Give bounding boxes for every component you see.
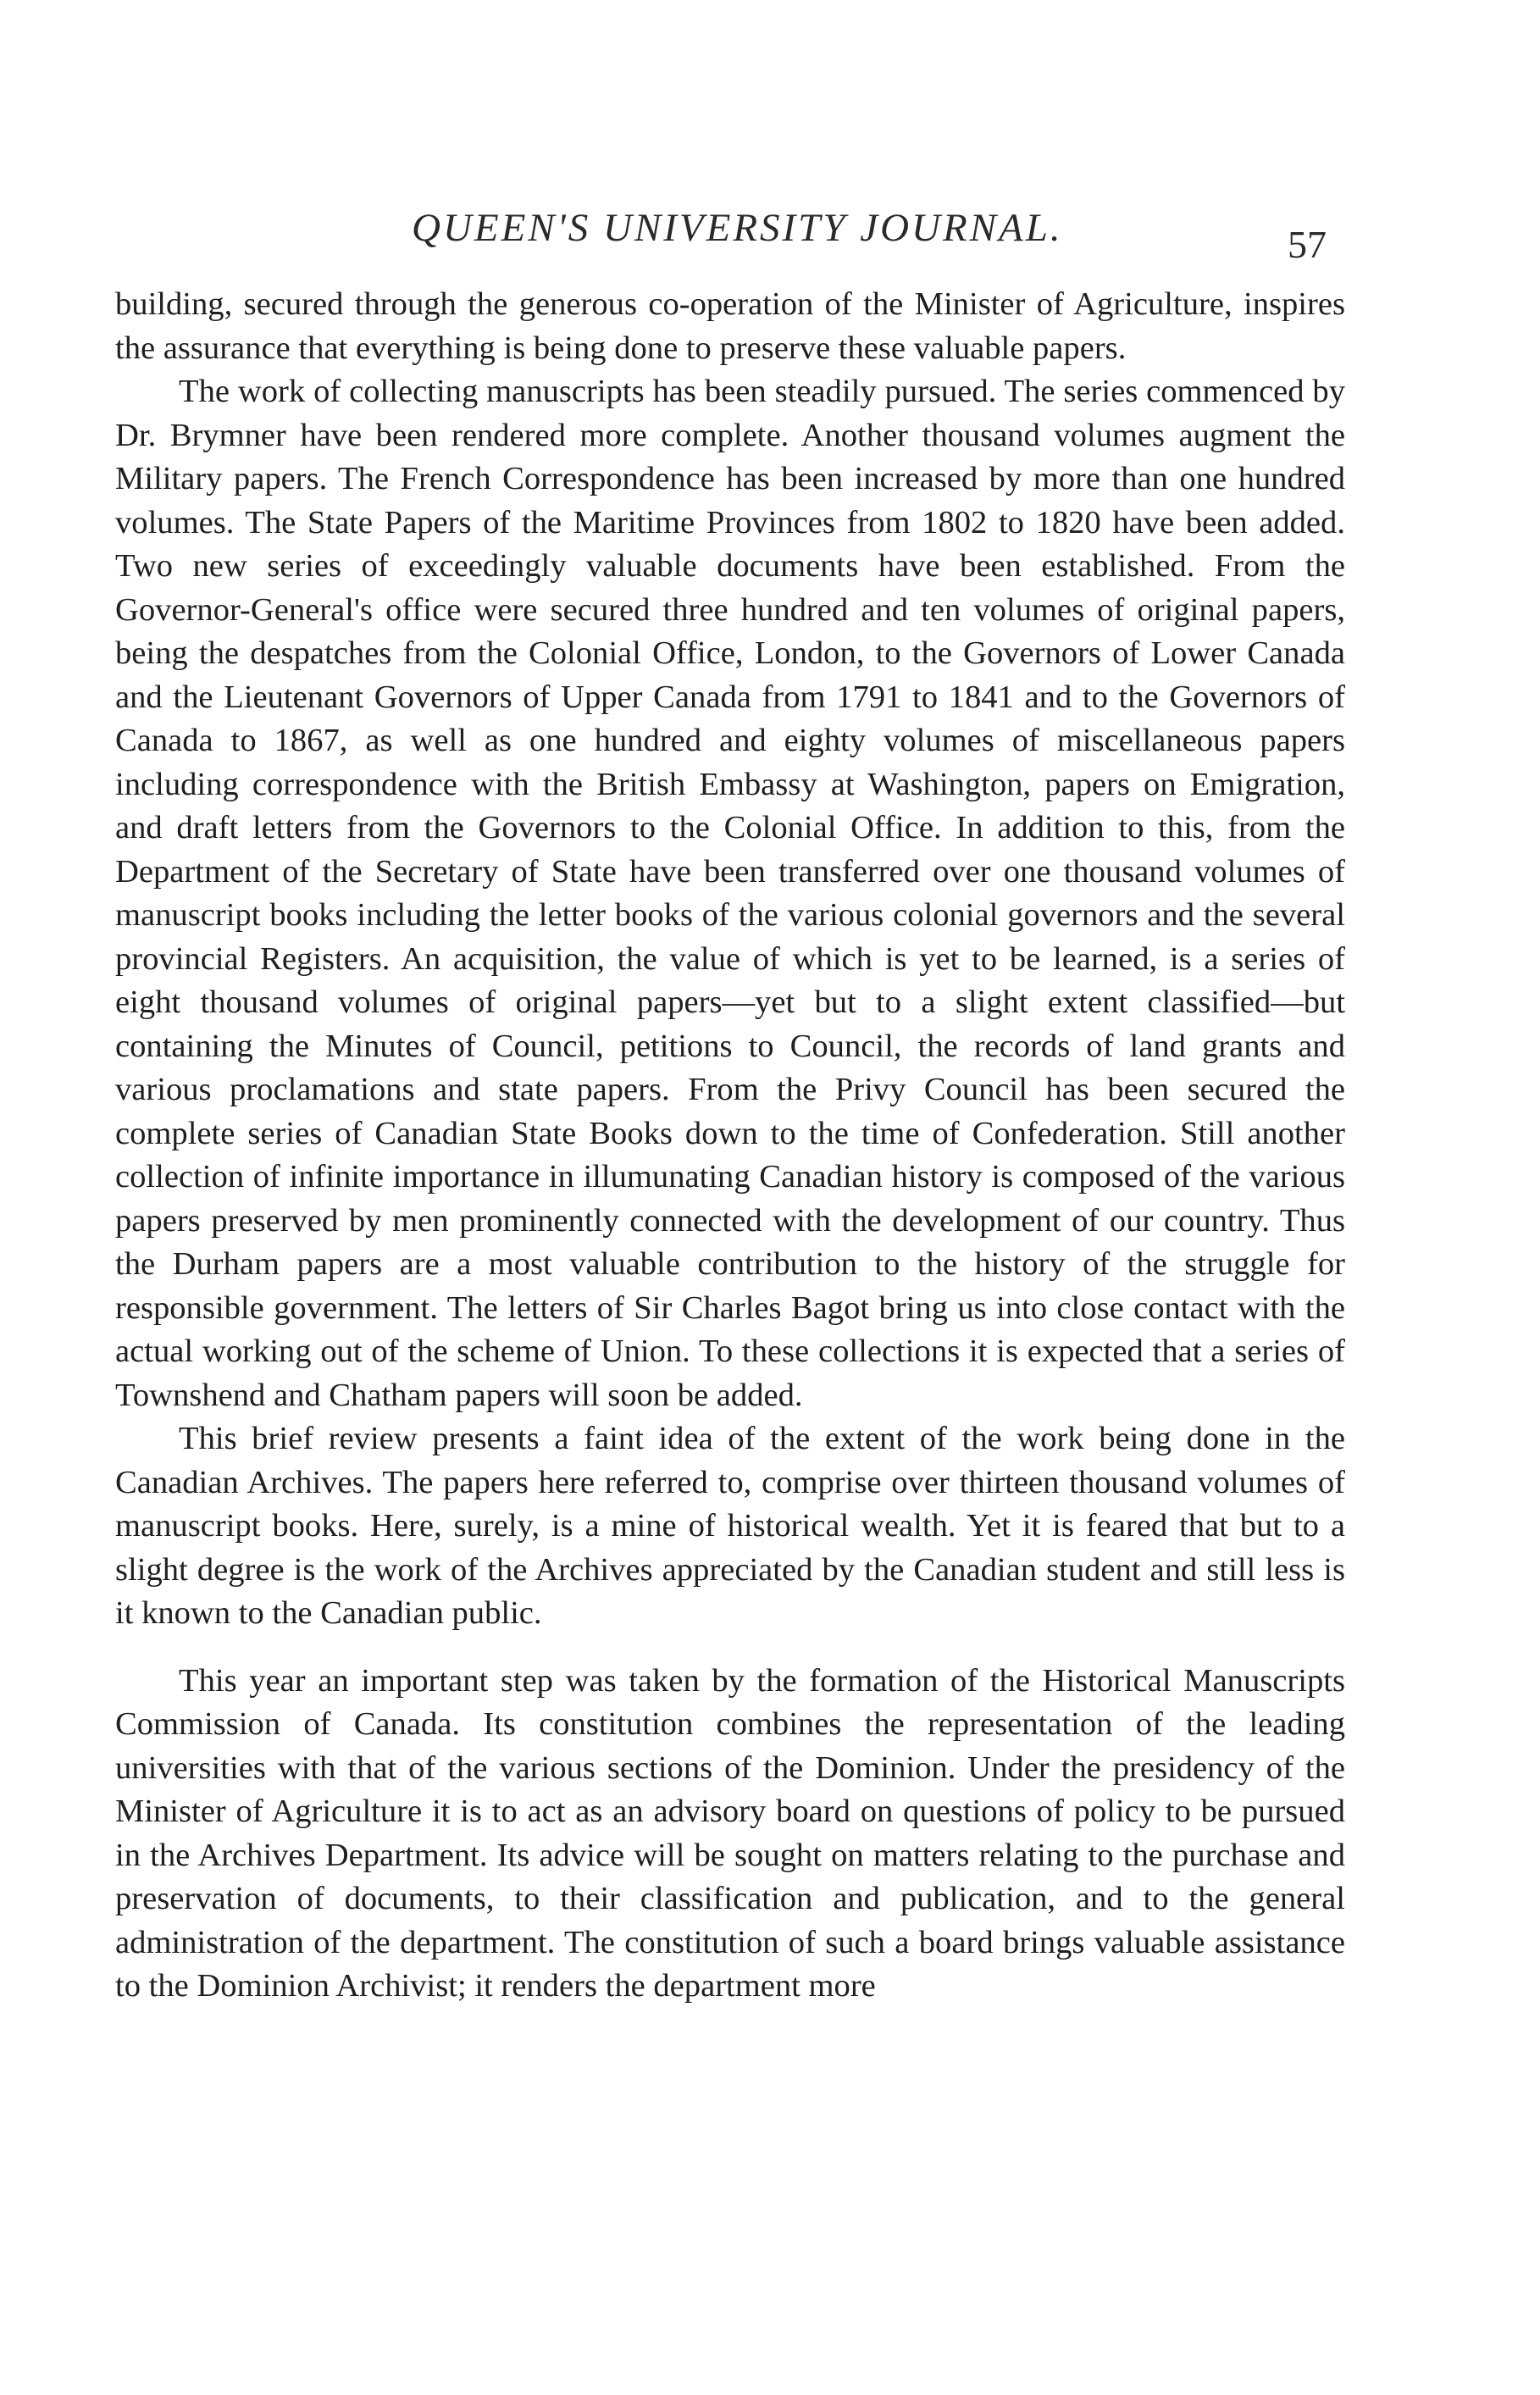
journal-title: QUEEN'S UNIVERSITY JOURNAL. xyxy=(412,206,1063,250)
body-text xyxy=(115,283,1345,2009)
running-head xyxy=(0,205,1540,266)
paragraph-archives-review: This brief review presents a faint idea of the extent of the work being done in the Canadian Archives. The papers here referred to, comprise over thirteen thousand volumes of manuscript books. Here, surely, is a mine of historical wealth. Yet it is feared that but to a slight degree is the work of the Archives appreciated by the Canadian student and still less is it known to the Canadian public. xyxy=(115,1421,1345,1631)
page-number: 57 xyxy=(1288,223,1327,266)
paragraph-manuscript-collection: The work of collecting manuscripts has been steadily pursued. The series commenced by Dr. Brymner have been rendered more complete. Another thousand volumes augment the Military papers. The French Correspondence has been increased by more than one hundred volumes. The State Papers of the Maritime Provinces from 1802 to 1820 have been added. Two new series of exceedingly valuable documents have been established. From the Governor-General's office were secured three hundred and ten volumes of original papers, being the despatches from the Colonial Office, London, to the Governors of Lower Canada and the Lieutenant Governors of Upper Canada from 1791 to 1841 and to the Governors of Canada to 1867, as well as one hundred and eighty volumes of miscellaneous papers including correspondence with the British Embassy at Washington, papers on Emigration, and draft letters from the Governors to the Colonial Office. In addition to this, from the Department of the Secretary of State have been transferred over one thousand volumes of manuscript books including the letter books of the various colonial governors and the several provincial Registers. An acquisition, the value of which is yet to be learned, is a series of eight thousand volumes of original papers—yet but to a slight extent classified—but containing the Minutes of Council, petitions to Council, the records of land grants and various proclamations and state papers. From the Privy Council has been secured the complete series of Canadian State Books down to the time of Confederation. Still another collection of infinite importance in illumunating Canadian history is composed of the various papers preserved by men prominently connected with the development of our country. Thus the Durham papers are a most valuable contribution to the history of the struggle for responsible government. The letters of Sir Charles Bagot bring us into close contact with the actual working out of the scheme of Union. To these collections it is expected that a series of Townshend and Chatham papers will soon be added. xyxy=(115,374,1345,1413)
paragraph-historical-commission: This year an important step was taken by the formation of the Historical Manuscripts Commission of Canada. Its constitution combines the representation of the leading universities with that of the various sections of the Dominion. Under the presidency of the Minister of Agriculture it is to act as an advisory board on questions of policy to be pursued in the Archives Department. Its advice will be sought on matters relating to the purchase and preservation of documents, to their classification and publication, and to the general administration of the department. The constitution of such a board brings valuable assistance to the Dominion Archivist; it renders the department more xyxy=(115,1662,1345,2004)
paragraph-continuation: building, secured through the generous co-operation of the Minister of Agriculture, inspires the assurance that everything is being done to preserve these valuable papers. xyxy=(115,286,1345,366)
